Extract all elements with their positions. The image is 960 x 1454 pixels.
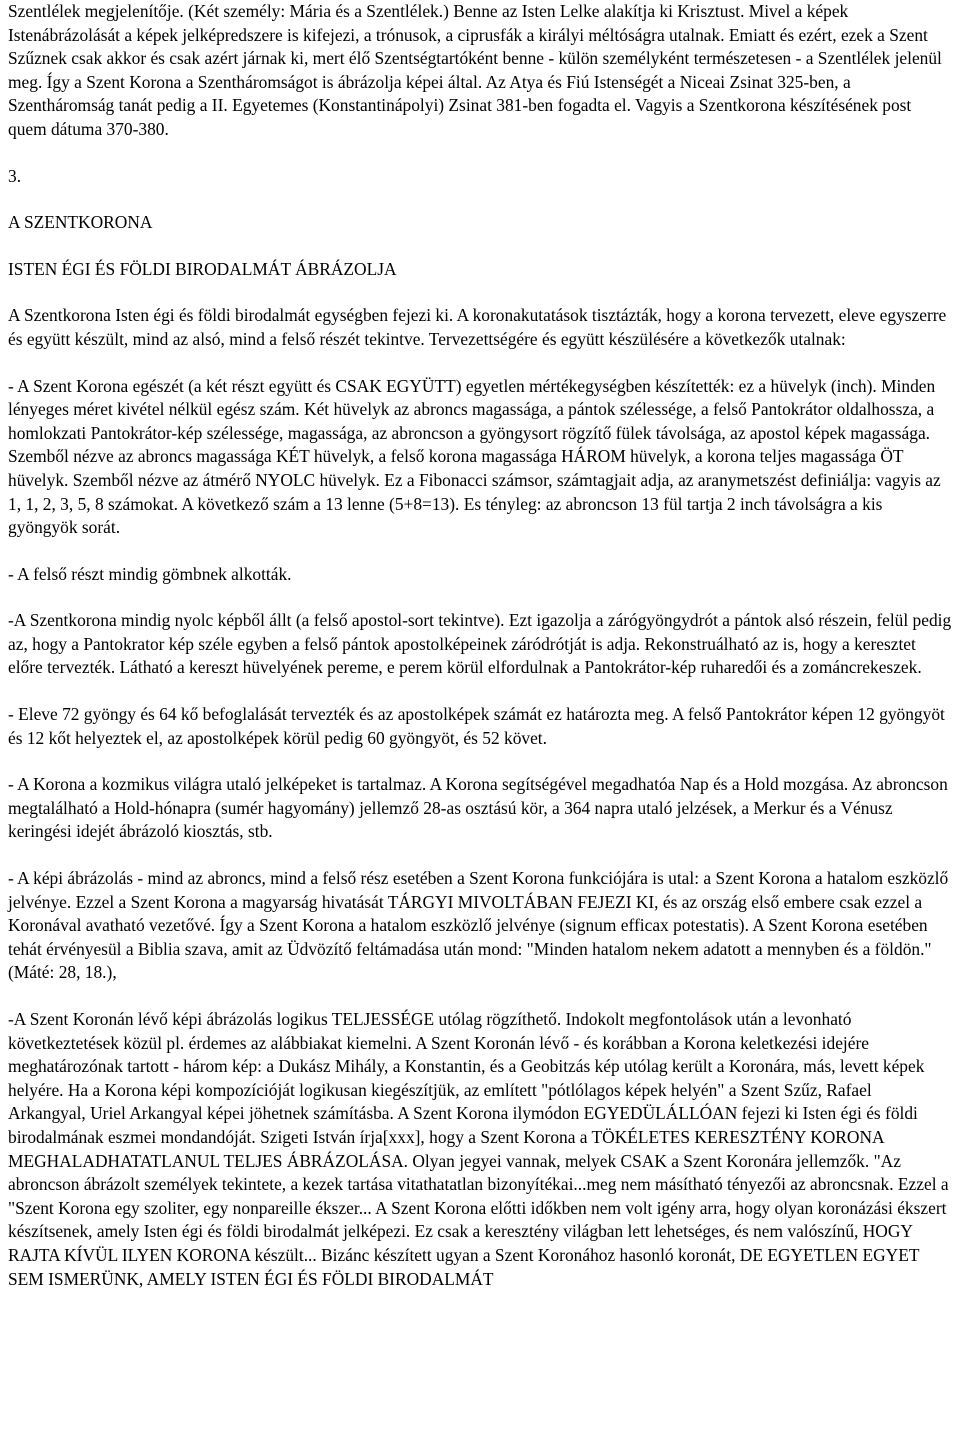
body-paragraph: - Eleve 72 gyöngy és 64 kő befoglalását tervezték és az apostolképek számát ez határozta meg. A felső Pantokrátor képen 12 gyöngyöt és 12 kőt helyeztek el, az apostolképek körül pedig 60 gyöngyöt, és 52 követ. [8, 704, 945, 748]
paragraph-gap [8, 844, 952, 867]
paragraph-gap [8, 142, 952, 165]
paragraph-gap [8, 540, 952, 563]
paragraph-gap [8, 680, 952, 703]
body-paragraph: -A Szent Koronán lévő képi ábrázolás logikus TELJESSÉGE utólag rögzíthető. Indokolt megfontolások után a levonható következtetések közül pl. érdemes az alábbiakat kiemelni. A Szent Koronán lévő - és korábban a Korona keletkezési idejére meghatározónak tartott - három kép: a Dukász Mihály, a Konstantin, és a Geobitzás kép utólag került a Koronára, más, levett képek helyére. Ha a Korona képi kompozícióját logikusan kiegészítjük, az említett "pótlólagos képek helyén" a Szent Szűz, Rafael Arkangyal, Uriel Arkangyal képei jöhetnek számításba. A Szent Korona ilymódon EGYEDÜLÁLLÓAN fejezi ki Isten égi és földi birodalmának eszmei mondandóját. Szigeti István írja[xxx], hogy a Szent Korona a TÖKÉLETES KERESZTÉNY KORONA MEGHALADHATATLANUL TELJES ÁBRÁZOLÁSA. Olyan jegyei vannak, melyek CSAK a Szent Koronára jellemzők. "Az abroncson ábrázolt személyek tekintete, a kezek tartása vitathatatlan bizonyítékai...meg nem másítható tényezői az abroncsnak. Ezzel a "Szent Korona egy szoliter, egy nonpareille ékszer... A Szent Korona előtti időkben nem volt igény arra, hogy olyan koronázási ékszert készítsenek, amely Isten égi és földi birodalmát jelképezi. Ez csak a keresztény világban lett lehetséges, és nem valószínű, HOGY RAJTA KÍVÜL ILYEN KORONA készült... Bizánc készített ugyan a Szent Koronához hasonló koronát, DE EGYETLEN EGYET SEM ISMERÜNK, AMELY ISTEN ÉGI ÉS FÖLDI BIRODALMÁT [8, 1009, 949, 1289]
body-paragraph: A Szentkorona Isten égi és földi birodalmát egységben fejezi ki. A koronakutatások tisztázták, hogy a korona tervezett, eleve egyszerre és együtt készült, mind az alsó, mind a felső részét tekintve. Tervezettségére és együtt készülésére a következők utalnak: [8, 305, 947, 349]
section-subtitle: ISTEN ÉGI ÉS FÖLDI BIRODALMÁT ÁBRÁZOLJA [8, 258, 397, 279]
body-paragraph: - A képi ábrázolás - mind az abroncs, mind a felső rész esetében a Szent Korona funkciójára is utal: a Szent Korona a hatalom eszközlő jelvénye. Ezzel a Szent Korona a magyarság hivatását TÁRGYI MIVOLTÁBAN FEJEZI KI, és az ország első embere csak ezzel a Koronával avatható vezetővé. Így a Szent Korona a hatalom eszközlő jelvénye (signum efficax potestatis). A Szent Korona esetében tehát érvényesül a Biblia szava, amit az Üdvözítő feltámadása után mond: "Minden hatalom nekem adatott a mennyben és a földön." (Máté: 28, 18.), [8, 868, 949, 983]
body-paragraph: -A Szentkorona mindig nyolc képből állt (a felső apostol-sort tekintve). Ezt igazolja a zárógyöngydrót a pántok alsó részein, felül pedig az, hogy a Pantokrator kép széle egyben a felső pántok apostolképeinek záródrótját is adja. Rekonstruálható az is, hogy a keresztet előre tervezték. Látható a kereszt hüvelyének pereme, e perem körül elfordulnak a Pantokrátor-kép ruharedői és a zománcrekeszek. [8, 610, 952, 678]
intro-paragraph: Szentlélek megjelenítője. (Két személy: Mária és a Szentlélek.) Benne az Isten Lelke alakítja ki Krisztust. Mivel a képek Istenábrázolását a képek jelképredszere is kifejezi, a trónusok, a ciprusfák a királyi méltóságra utalnak. Emiatt és ezért, ezek a Szent Szűznek csak akkor és csak azért járnak ki, mert élő Szentségtartóként benne - külön személyként természetesen - a Szentlélek jelenül meg. Így a Szent Korona a Szentháromságot is ábrázolja képei által. Az Atya és Fiú Istenségét a Niceai Zsinat 325-ben, a Szentháromság tanát pedig a II. Egyetemes (Konstantinápolyi) Zsinat 381-ben fogadta el. Vagyis a Szentkorona készítésének post quem dátuma 370-380. [8, 1, 942, 139]
paragraph-gap [8, 586, 952, 609]
section-title: A SZENTKORONA [8, 212, 153, 233]
paragraph-gap [8, 188, 952, 211]
body-paragraph: - A Korona a kozmikus világra utaló jelképeket is tartalmaz. A Korona segítségével megadhatóa Nap és a Hold mozgása. Az abroncson megtalálható a Hold-hónapra (sumér hagyomány) jellemző 28-as osztású kör, a 364 napra utaló jelzések, a Merkur és a Vénusz keringési idejét ábrázoló kiosztás, stb. [8, 774, 948, 842]
paragraph-gap [8, 281, 952, 304]
paragraph-gap [8, 235, 952, 258]
body-paragraph: - A Szent Korona egészét (a két részt együtt és CSAK EGYÜTT) egyetlen mértékegységben készítették: ez a hüvelyk (inch). Minden lényeges méret kivétel nélkül egész szám. Két hüvelyk az abroncs magassága, a pántok szélessége, a felső Pantokrátor oldalhossza, a homlokzati Pantokrátor-kép szélessége, magassága, az abroncson a gyöngysort rögzítő fülek távolsága, az apostol képek magassága. Szemből nézve az abroncs magassága KÉT hüvelyk, a felső korona magassága HÁROM hüvelyk, a korona teljes magassága ÖT hüvelyk. Szemből nézve az átmérő NYOLC hüvelyk. Ez a Fibonacci számsor, számtagjait adja, az aranymetszést definiálja: vagyis az 1, 1, 2, 3, 5, 8 számokat. A következő szám a 13 lenne (5+8=13). Es tényleg: az abroncson 13 fül tartja 2 inch távolságra a kis gyöngyök sorát. [8, 375, 941, 538]
paragraph-gap [8, 750, 952, 773]
paragraph-gap [8, 352, 952, 375]
section-number: 3. [8, 165, 22, 186]
paragraph-gap [8, 985, 952, 1008]
body-paragraph: - A felső részt mindig gömbnek alkották. [8, 563, 292, 584]
